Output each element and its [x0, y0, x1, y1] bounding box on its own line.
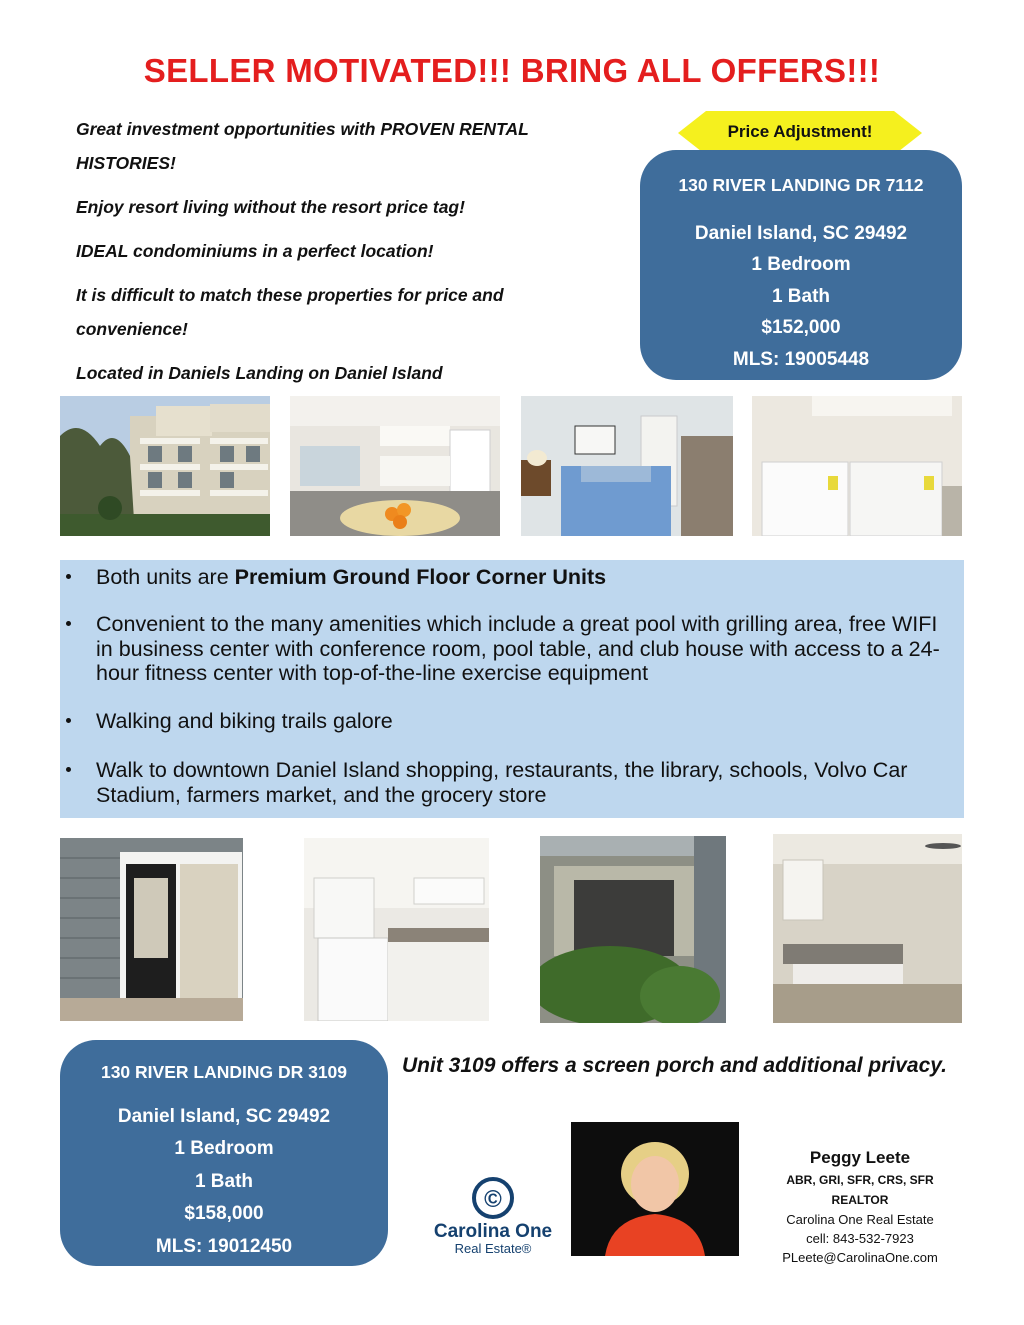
agent-credentials: ABR, GRI, SFR, CRS, SFR: [786, 1173, 934, 1187]
agent-title: REALTOR: [831, 1193, 889, 1207]
photo-bedroom: [521, 396, 733, 536]
listing-3109-baths: 1 Bath: [194, 1170, 254, 1192]
feature-item-2: [96, 612, 956, 686]
logo-name: Carolina One: [433, 1221, 553, 1242]
feature-2-text: Convenient to the many amenities which include a great pool with grilling area, free WIFI in business center with conference room, pool table, and club house with access to a 24-hour fitness center with top-of-the-line exercise equipment: [96, 612, 940, 685]
agent-portrait: [571, 1122, 739, 1256]
listing-7112-mls: MLS: 19005448: [732, 348, 870, 370]
agent-contact: [760, 1146, 960, 1267]
carolina-one-logo: [418, 1176, 568, 1266]
porch-note: Unit 3109 offers a screen porch and additional privacy.: [402, 1054, 948, 1077]
listing-3109-address: 130 RIVER LANDING DR 3109: [100, 1062, 348, 1082]
feature-item-3: [96, 709, 956, 734]
listing-7112-bedrooms: 1 Bedroom: [751, 254, 851, 275]
bullet-icon: [66, 621, 71, 626]
agent-email: PLeete@CarolinaOne.com: [782, 1250, 938, 1265]
listing-7112-city: Daniel Island, SC 29492: [694, 222, 908, 244]
feature-4-text: Walk to downtown Daniel Island shopping, restaurants, the library, schools, Volvo Car Stadium, farmers market, and the grocery store: [96, 758, 908, 807]
agent-name: Peggy Leete: [809, 1148, 911, 1167]
logo-subtitle: Real Estate®: [454, 1241, 532, 1256]
intro-line-1: Great investment opportunities with PROVEN RENTAL HISTORIES!: [76, 119, 529, 173]
feature-1-text: Both units are: [96, 565, 235, 589]
photo-kitchen-living: [290, 396, 500, 536]
logo-symbol: ©: [484, 1186, 502, 1213]
feature-item-1: [96, 565, 956, 590]
feature-1-bold: Premium Ground Floor Corner Units: [234, 565, 607, 589]
photo-laundry: [752, 396, 962, 536]
listing-7112-box: [640, 150, 962, 380]
bullet-icon: [66, 767, 71, 772]
intro-line-4: It is difficult to match these properties for price and convenience!: [76, 285, 504, 339]
listing-3109-price: $158,000: [184, 1203, 264, 1224]
bullet-icon: [66, 718, 71, 723]
photo-exterior-patio: [540, 836, 726, 1023]
photo-kitchen: [304, 838, 489, 1021]
agent-company: Carolina One Real Estate: [786, 1212, 934, 1227]
feature-item-4: [96, 758, 956, 807]
copyright-circle-icon: [471, 1176, 515, 1220]
agent-cell: cell: 843-532-7923: [806, 1231, 914, 1246]
listing-7112-price: $152,000: [761, 317, 841, 338]
price-adjustment-label: Price Adjustment!: [727, 122, 873, 141]
features-panel: [60, 560, 964, 818]
listing-7112-baths: 1 Bath: [771, 285, 831, 307]
intro-line-2: Enjoy resort living without the resort price tag!: [76, 197, 465, 217]
photo-building-exterior: [60, 396, 270, 536]
bullet-icon: [66, 574, 71, 579]
listing-3109-bedrooms: 1 Bedroom: [174, 1138, 274, 1159]
feature-3-text: Walking and biking trails galore: [96, 709, 393, 733]
photo-living-room: [773, 834, 962, 1023]
listing-7112-address: 130 RIVER LANDING DR 7112: [678, 175, 924, 195]
intro-line-5: Located in Daniels Landing on Daniel Island: [76, 363, 443, 383]
listing-3109-mls: MLS: 19012450: [155, 1235, 293, 1257]
photo-screen-porch-door: [60, 838, 243, 1021]
listing-3109-city: Daniel Island, SC 29492: [117, 1105, 331, 1127]
listing-3109-box: [60, 1040, 388, 1266]
intro-line-3: IDEAL condominiums in a perfect location!: [76, 241, 434, 261]
headline: SELLER MOTIVATED!!! BRING ALL OFFERS!!!: [143, 52, 881, 89]
intro-text: [76, 112, 616, 390]
